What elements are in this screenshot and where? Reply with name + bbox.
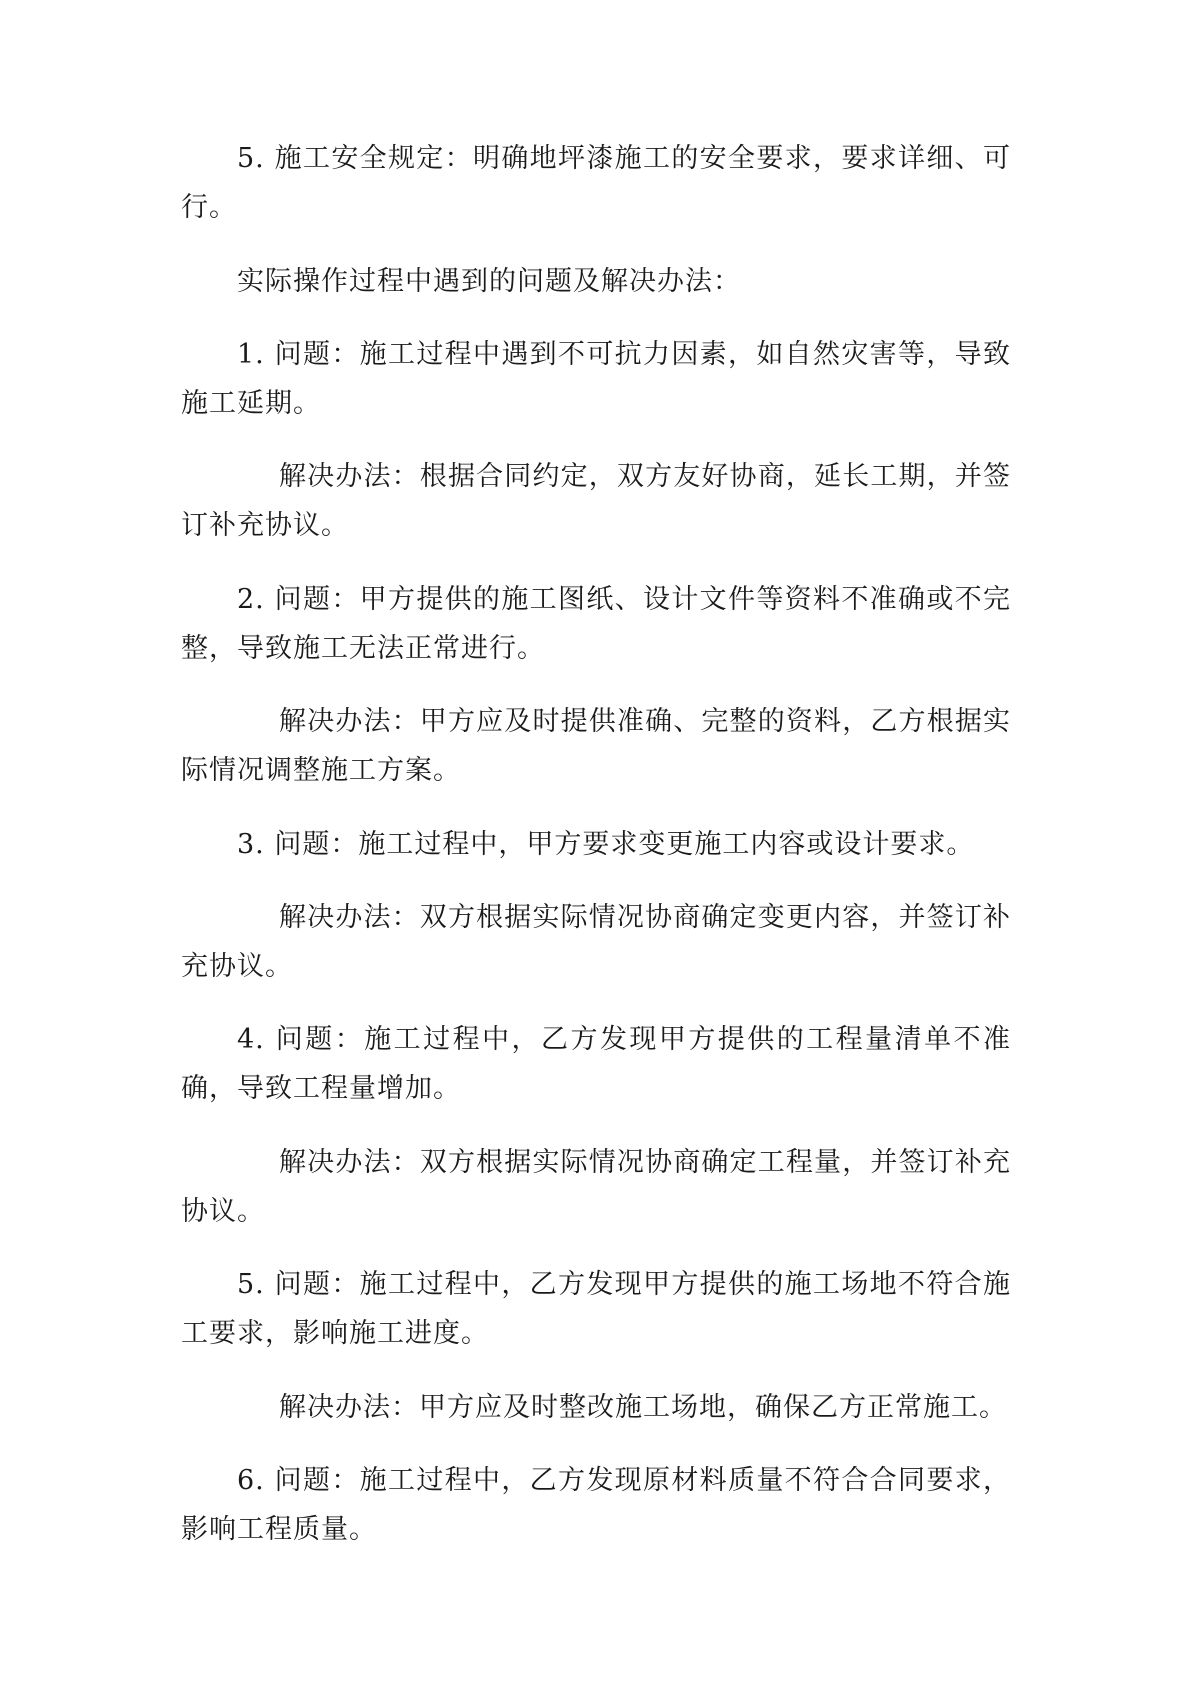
problem-4: 4. 问题：施工过程中，乙方发现甲方提供的工程量清单不准确，导致工程量增加。 [181,1024,1011,1104]
paragraph-safety-rules: 5. 施工安全规定：明确地坪漆施工的安全要求，要求详细、可行。 [181,143,1011,223]
solution-5: 解决办法：甲方应及时整改施工场地，确保乙方正常施工。 [279,1392,1007,1423]
section-heading-problems: 实际操作过程中遇到的问题及解决办法： [237,266,741,297]
problem-6: 6. 问题：施工过程中，乙方发现原材料质量不符合合同要求，影响工程质量。 [181,1465,1011,1545]
problem-3: 3. 问题：施工过程中，甲方要求变更施工内容或设计要求。 [237,829,975,860]
problem-5: 5. 问题：施工过程中，乙方发现甲方提供的施工场地不符合施工要求，影响施工进度。 [181,1269,1011,1349]
solution-1: 解决办法：根据合同约定，双方友好协商，延长工期，并签订补充协议。 [181,461,1011,541]
problem-1: 1. 问题：施工过程中遇到不可抗力因素，如自然灾害等，导致施工延期。 [181,339,1011,419]
solution-3: 解决办法：双方根据实际情况协商确定变更内容，并签订补充协议。 [181,902,1011,982]
solution-2: 解决办法：甲方应及时提供准确、完整的资料，乙方根据实际情况调整施工方案。 [181,706,1011,786]
problem-2: 2. 问题：甲方提供的施工图纸、设计文件等资料不准确或不完整，导致施工无法正常进行。 [181,584,1011,664]
solution-4: 解决办法：双方根据实际情况协商确定工程量，并签订补充协议。 [181,1147,1011,1227]
